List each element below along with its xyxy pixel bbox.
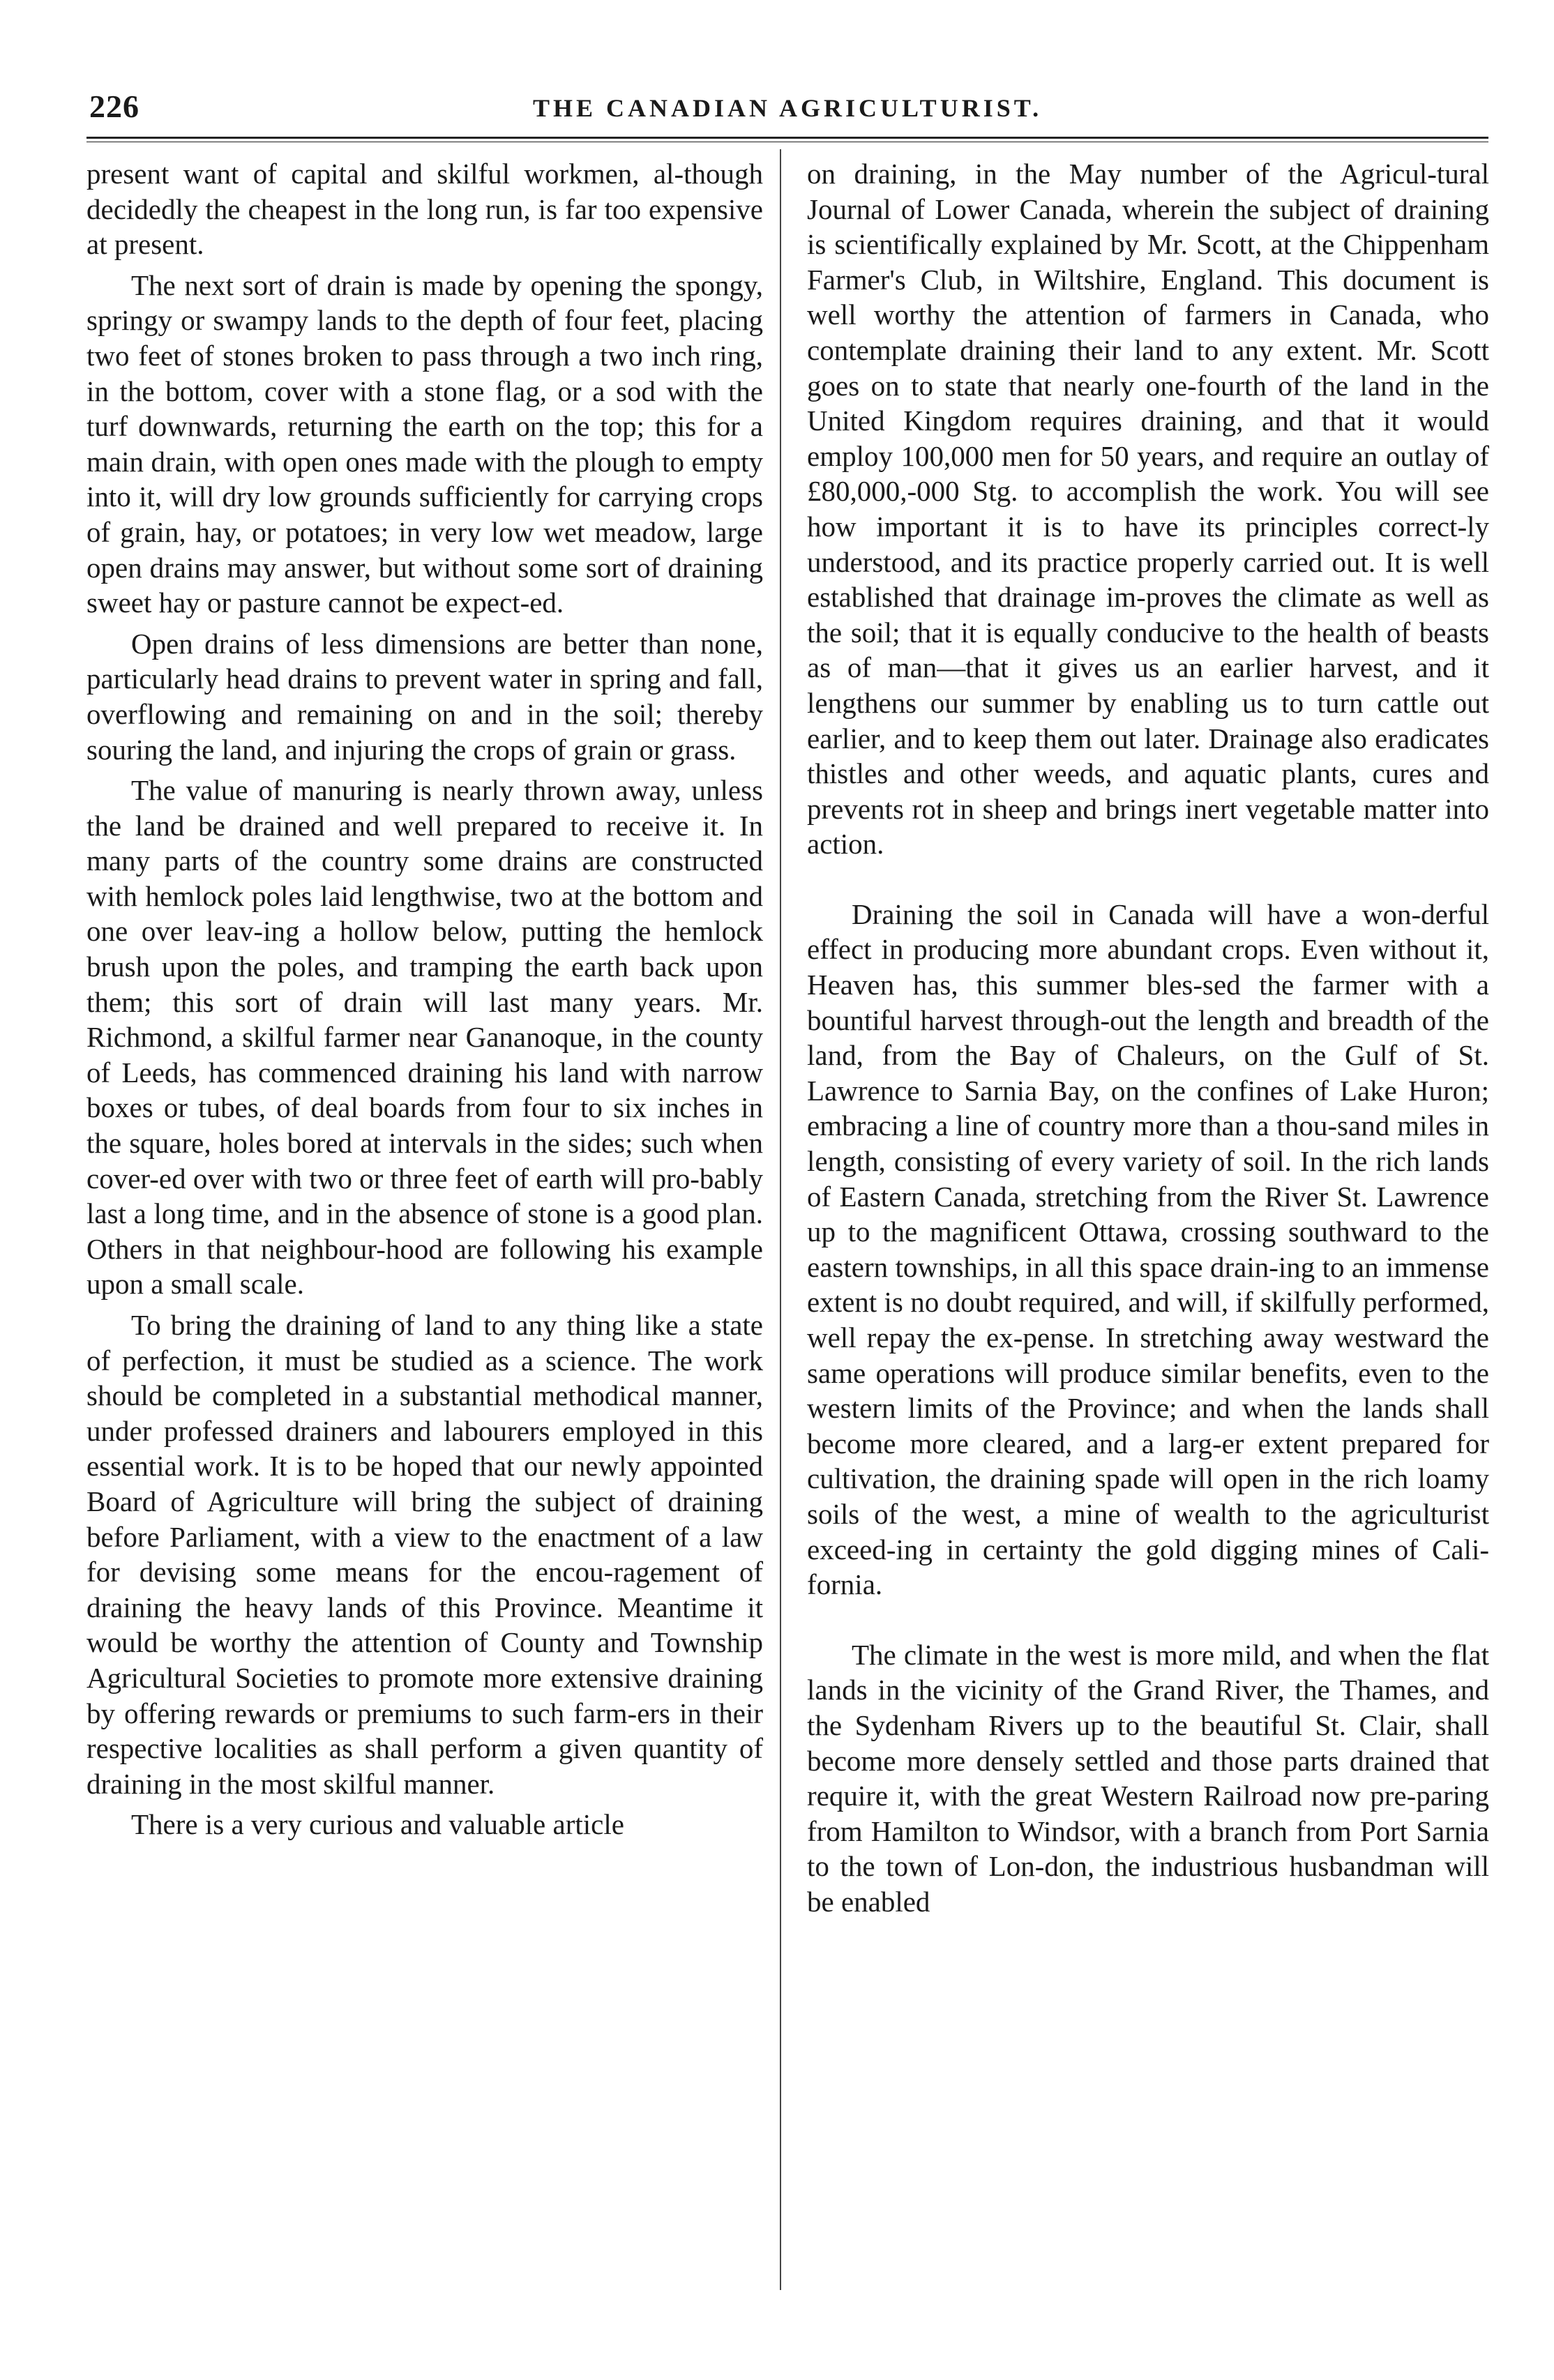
page-number: 226 [89,89,139,124]
column-divider [780,149,781,2290]
running-head: THE CANADIAN AGRICULTURIST. [532,94,1043,122]
paragraph: The climate in the west is more mild, and when the flat lands in the vicinity of the Grand River, the Thames, and the Sydenham Rivers up to the beautiful St. Clair, shall become more densely settled and those parts drained that require it, with the great Western Railroad now pre-paring from Hamilton to Windsor, with a branch from Port Sarnia to the town of Lon-don, the industrious husbandman will be enabled [807,1638,1489,1918]
paragraph: Draining the soil in Canada will have a won-derful effect in producing more abundant crops. Even without it, Heaven has, this summer bles-sed the farmer with a bountiful harvest through-out the length and breadth of the land, from the Bay of Chaleurs, on the Gulf of St. Lawrence to Sarnia Bay, on the confines of Lake Huron; embracing a line of country more than a thou-sand miles in length, consisting of every variety of soil. In the rich lands of Eastern Canada, stretching from the River St. Lawrence up to the magnificent Ottawa, crossing southward to the eastern townships, in all this space drain-ing to an immense extent is no doubt required, and will, if skilfully performed, well repay the ex-pense. In stretching away westward the same operations will produce similar benefits, even to the western limits of the Province; and when the lands shall become more cleared, and a larg-er extent prepared for cultivation, the draining spade will open in the rich loamy soils of the west, a mine of wealth to the agriculturist exceed-ing in certainty the gold digging mines of Cali-fornia. [807,897,1489,1601]
paragraph: Open drains of less dimensions are better than none, particularly head drains to prevent water in spring and fall, overflowing and remaining on and in the soil; thereby souring the land, and injuring the crops of grain or grass. [86,627,763,766]
right-column [807,156,1489,2290]
paragraph: The value of manuring is nearly thrown away, unless the land be drained and well prepared to receive it. In many parts of the country some drains are constructed with hemlock poles laid lengthwise, two at the bottom and one over leav-ing a hollow below, putting the hemlock brush upon the poles, and tramping the earth back upon them; this sort of drain will last many years. Mr. Richmond, a skilful farmer near Gananoque, in the county of Leeds, has commenced draining his land with narrow boxes or tubes, of deal boards from four to six inches in the square, holes bored at intervals in the sides; such when cover-ed over with two or three feet of earth will pro-bably last a long time, and in the absence of stone is a good plan. Others in that neighbour-hood are following his example upon a small scale. [86,774,763,1301]
page-header [86,82,1488,131]
left-column [86,156,763,2290]
paragraph: To bring the draining of land to any thing like a state of perfection, it must be studied as a science. The work should be completed in a substantial methodical manner, under professed drainers and labourers employed in this essential work. It is to be hoped that our newly appointed Board of Agriculture will bring the subject of draining before Parliament, with a view to the enactment of a law for devising some means for the encou-ragement of draining the heavy lands of this Province. Meantime it would be worthy the attention of County and Township Agricultural Societies to promote more extensive draining by offering rewards or premiums to such farm-ers in their respective localities as shall perform a given quantity of draining in the most skilful manner. [86,1309,763,1800]
header-rule [86,137,1488,139]
paragraph: The next sort of drain is made by opening the spongy, springy or swampy lands to the depth of four feet, placing two feet of stones broken to pass through a two inch ring, in the bottom, cover with a stone flag, or a sod with the turf downwards, returning the earth on the top; this for a main drain, with open ones made with the plough to empty into it, will dry low grounds sufficiently for carrying crops of grain, hay, or potatoes; in very low wet meadow, large open drains may answer, but without some sort of draining sweet hay or pasture cannot be expect-ed. [86,268,763,619]
paragraph: present want of capital and skilful workmen, al-though decidedly the cheapest in the long run, is far too expensive at present. [86,158,763,261]
paragraph: There is a very curious and valuable article [131,1808,624,1841]
paragraph: on draining, in the May number of the Agricul-tural Journal of Lower Canada, wherein the subject of draining is scientifically explained by Mr. Scott, at the Chippenham Farmer's Club, in Wiltshire, England. This document is well worthy the attention of farmers in Canada, who contemplate draining their land to any extent. Mr. Scott goes on to state that nearly one-fourth of the land in the United Kingdom requires draining, and that it would employ 100,000 men for 50 years, and require an outlay of £80,000,-000 Stg. to accomplish the work. You will see how important it is to have its principles correct-ly understood, and its practice properly carried out. It is well established that drainage im-proves the climate as well as the soil; that it is equally conducive to the health of beasts as of man—that it gives us an earlier harvest, and it lengthens our summer by enabling us to turn cattle out earlier, and to keep them out later. Drainage also eradicates thistles and other weeds, and aquatic plants, cures and prevents rot in sheep and brings inert vegetable matter into action. [807,158,1489,861]
